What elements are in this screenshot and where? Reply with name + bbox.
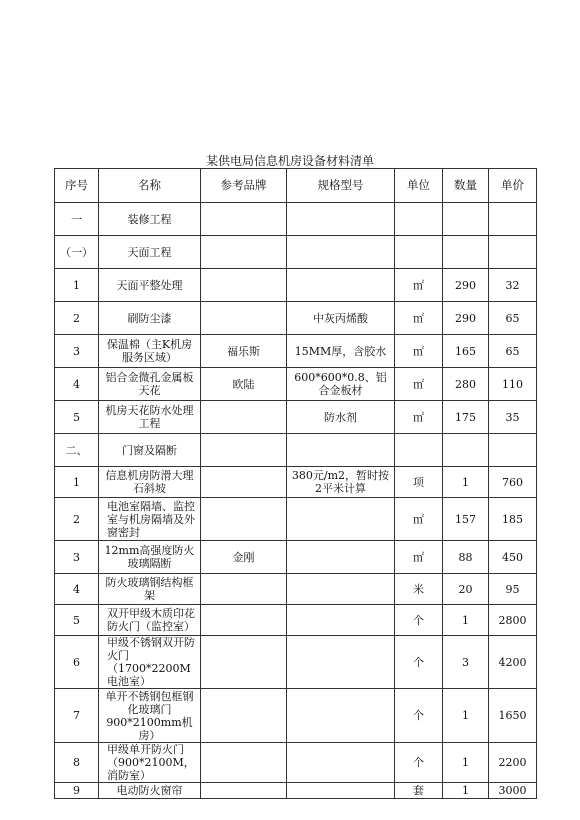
row-no: 1 bbox=[55, 269, 99, 302]
row-name: 甲级单开防火门（900*2100M，消防室） bbox=[99, 743, 201, 783]
row-price: 450 bbox=[489, 541, 537, 574]
row-price: 95 bbox=[489, 574, 537, 605]
row-price bbox=[489, 236, 537, 269]
table-row bbox=[55, 401, 537, 434]
row-unit: 套 bbox=[395, 783, 443, 799]
row-no: 一 bbox=[55, 203, 99, 236]
row-name: 铝合金微孔金属板天花 bbox=[99, 368, 201, 401]
row-unit: ㎡ bbox=[395, 335, 443, 368]
row-no: 3 bbox=[55, 335, 99, 368]
header-no: 序号 bbox=[55, 169, 99, 203]
row-name: 信息机房防滑大理石斜坡 bbox=[99, 467, 201, 498]
row-brand bbox=[201, 636, 287, 689]
row-name: 12mm高强度防火玻璃隔断 bbox=[99, 541, 201, 574]
table-row bbox=[55, 783, 537, 799]
document-title: 某供电局信息机房设备材料清单 bbox=[205, 154, 374, 168]
table-row bbox=[55, 636, 537, 689]
row-qty bbox=[443, 434, 489, 467]
row-spec: 中灰丙烯酸 bbox=[287, 302, 395, 335]
row-qty: 20 bbox=[443, 574, 489, 605]
row-price: 760 bbox=[489, 467, 537, 498]
row-price: 65 bbox=[489, 335, 537, 368]
row-price: 185 bbox=[489, 498, 537, 541]
row-qty: 1 bbox=[443, 689, 489, 743]
row-name: 刷防尘漆 bbox=[99, 302, 201, 335]
row-name: 保温棉（主K机房服务区域） bbox=[99, 335, 201, 368]
row-name: 防火玻璃钢结构框架 bbox=[99, 574, 201, 605]
row-unit: 项 bbox=[395, 467, 443, 498]
row-spec bbox=[287, 541, 395, 574]
table-row bbox=[55, 541, 537, 574]
row-no: 2 bbox=[55, 302, 99, 335]
row-brand bbox=[201, 783, 287, 799]
row-no: 8 bbox=[55, 743, 99, 783]
row-spec bbox=[287, 203, 395, 236]
row-price: 1650 bbox=[489, 689, 537, 743]
row-unit: 个 bbox=[395, 689, 443, 743]
row-no: 二、 bbox=[55, 434, 99, 467]
table-row bbox=[55, 368, 537, 401]
header-unit: 单位 bbox=[395, 169, 443, 203]
header-brand: 参考品牌 bbox=[201, 169, 287, 203]
row-no: （一） bbox=[55, 236, 99, 269]
row-name: 装修工程 bbox=[99, 203, 201, 236]
row-spec bbox=[287, 269, 395, 302]
row-no: 1 bbox=[55, 467, 99, 498]
row-no: 4 bbox=[55, 574, 99, 605]
row-price: 65 bbox=[489, 302, 537, 335]
row-qty bbox=[443, 203, 489, 236]
row-qty: 1 bbox=[443, 783, 489, 799]
row-brand bbox=[201, 574, 287, 605]
table-row bbox=[55, 302, 537, 335]
row-qty: 280 bbox=[443, 368, 489, 401]
row-name: 天面工程 bbox=[99, 236, 201, 269]
row-brand bbox=[201, 498, 287, 541]
row-price bbox=[489, 203, 537, 236]
row-spec bbox=[287, 689, 395, 743]
row-price: 2200 bbox=[489, 743, 537, 783]
row-brand bbox=[201, 401, 287, 434]
row-qty: 165 bbox=[443, 335, 489, 368]
row-no: 4 bbox=[55, 368, 99, 401]
row-name: 电动防火窗帘 bbox=[99, 783, 201, 799]
row-name: 天面平整处理 bbox=[99, 269, 201, 302]
row-unit bbox=[395, 434, 443, 467]
row-qty bbox=[443, 236, 489, 269]
table-row bbox=[55, 689, 537, 743]
row-brand bbox=[201, 236, 287, 269]
row-qty: 175 bbox=[443, 401, 489, 434]
row-spec bbox=[287, 236, 395, 269]
table-row bbox=[55, 574, 537, 605]
row-price: 32 bbox=[489, 269, 537, 302]
row-qty: 290 bbox=[443, 302, 489, 335]
row-qty: 88 bbox=[443, 541, 489, 574]
row-unit: ㎡ bbox=[395, 401, 443, 434]
row-brand bbox=[201, 743, 287, 783]
row-no: 2 bbox=[55, 498, 99, 541]
row-unit: 米 bbox=[395, 574, 443, 605]
table-row bbox=[55, 203, 537, 236]
row-no: 3 bbox=[55, 541, 99, 574]
row-unit: ㎡ bbox=[395, 302, 443, 335]
row-qty: 1 bbox=[443, 605, 489, 636]
row-unit: ㎡ bbox=[395, 269, 443, 302]
row-brand bbox=[201, 269, 287, 302]
table-row bbox=[55, 236, 537, 269]
row-no: 5 bbox=[55, 401, 99, 434]
header-price: 单价 bbox=[489, 169, 537, 203]
row-unit: ㎡ bbox=[395, 541, 443, 574]
row-qty: 1 bbox=[443, 743, 489, 783]
row-brand: 金刚 bbox=[201, 541, 287, 574]
row-brand: 福乐斯 bbox=[201, 335, 287, 368]
row-spec bbox=[287, 783, 395, 799]
row-spec: 380元/m2，暂时按2平米计算 bbox=[287, 467, 395, 498]
materials-table bbox=[54, 168, 537, 799]
row-spec: 防水剂 bbox=[287, 401, 395, 434]
row-brand: 欧陆 bbox=[201, 368, 287, 401]
row-spec: 600*600*0.8、铝合金板材 bbox=[287, 368, 395, 401]
row-brand bbox=[201, 467, 287, 498]
row-price: 2800 bbox=[489, 605, 537, 636]
row-qty: 290 bbox=[443, 269, 489, 302]
row-spec bbox=[287, 574, 395, 605]
row-name: 门窗及隔断 bbox=[99, 434, 201, 467]
table-row bbox=[55, 467, 537, 498]
row-price: 35 bbox=[489, 401, 537, 434]
table-row bbox=[55, 269, 537, 302]
row-spec bbox=[287, 743, 395, 783]
row-name: 单开不锈钢包框钢化玻璃门900*2100mm机房） bbox=[99, 689, 201, 743]
row-price: 4200 bbox=[489, 636, 537, 689]
row-spec bbox=[287, 498, 395, 541]
row-unit bbox=[395, 203, 443, 236]
row-qty: 3 bbox=[443, 636, 489, 689]
row-unit: 个 bbox=[395, 743, 443, 783]
row-unit: ㎡ bbox=[395, 368, 443, 401]
table-row bbox=[55, 498, 537, 541]
row-price: 110 bbox=[489, 368, 537, 401]
row-price bbox=[489, 434, 537, 467]
row-name: 双开甲级木质印花防火门（监控室） bbox=[99, 605, 201, 636]
row-spec: 15MM厚，含胶水 bbox=[287, 335, 395, 368]
row-unit: ㎡ bbox=[395, 498, 443, 541]
row-brand bbox=[201, 605, 287, 636]
row-price: 3000 bbox=[489, 783, 537, 799]
row-no: 5 bbox=[55, 605, 99, 636]
row-name: 甲级不锈钢双开防火门（1700*2200M电池室） bbox=[99, 636, 201, 689]
row-brand bbox=[201, 203, 287, 236]
row-unit: 个 bbox=[395, 605, 443, 636]
row-name: 机房天花防水处理工程 bbox=[99, 401, 201, 434]
row-unit: 个 bbox=[395, 636, 443, 689]
header-qty: 数量 bbox=[443, 169, 489, 203]
table-row bbox=[55, 434, 537, 467]
row-qty: 1 bbox=[443, 467, 489, 498]
row-spec bbox=[287, 636, 395, 689]
table-row bbox=[55, 335, 537, 368]
table-row bbox=[55, 743, 537, 783]
table-row bbox=[55, 605, 537, 636]
row-brand bbox=[201, 302, 287, 335]
row-no: 7 bbox=[55, 689, 99, 743]
table-header-row bbox=[55, 169, 537, 203]
row-unit bbox=[395, 236, 443, 269]
row-qty: 157 bbox=[443, 498, 489, 541]
row-brand bbox=[201, 434, 287, 467]
row-no: 9 bbox=[55, 783, 99, 799]
header-spec: 规格型号 bbox=[287, 169, 395, 203]
row-spec bbox=[287, 434, 395, 467]
row-name: 电池室隔墙、监控室与机房隔墙及外窗密封 bbox=[99, 498, 201, 541]
row-no: 6 bbox=[55, 636, 99, 689]
row-brand bbox=[201, 689, 287, 743]
row-spec bbox=[287, 605, 395, 636]
header-name: 名称 bbox=[99, 169, 201, 203]
